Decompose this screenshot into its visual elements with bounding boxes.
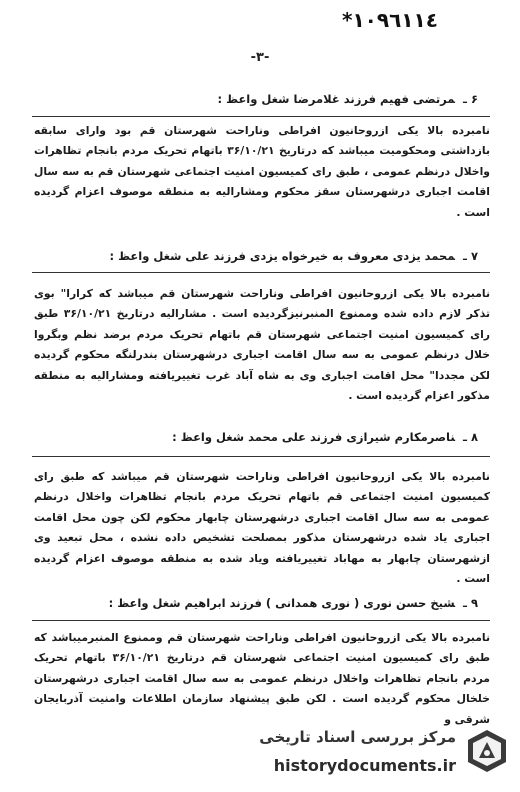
- item-body: نامبرده بالا یکی ازروحانیون افراطی وناراحت شهرستان قم بود وارای سابقه بازداشتی ومحکومیت میباشد که درتاریخ ۳۶/۱۰/۲۱ باتهام تحریک مردم بانجام تظاهرات واخلال درنظم عمومی ، طبق رای کمیسیون امنیت اجتماعی شهرستان قم به سه سال اقامت اجباری درشهرستان سقز محکوم ومشارالیه به منطقه موصوف اعزام گردیده است .: [34, 124, 490, 219]
- archive-url: historydocuments.ir: [273, 756, 456, 775]
- item-heading-text: مرتضی فهیم فرزند غلامرضا شغل واعظ :: [217, 92, 456, 106]
- item-heading-text: شیخ حسن نوری ( نوری همدانی ) فرزند ابراهیم شغل واعظ :: [108, 596, 456, 610]
- archive-title: مرکز بررسی اسناد تاریخی: [259, 728, 456, 746]
- item-body: نامبرده بالا یکی ازروحانیون افراطی وناراحت شهرستان قم میباشد که کرارا" بوی تذکر لازم داده شده وممنوع المنبرنیزگردیده است . مشارالیه درتاریخ ۳۶/۱۰/۲۱ طبق رای کمیسیون امنیت اجتماعی شهرستان قم باتهام تحریک مردم برضد نظم وبگروا خلال درنظم عمومی به سه سال اقامت اجباری درشهرستان بندرلنگه محکوم گردیده لکن مجددا" محل اقامت اجباری وی به شاه آباد غرب تغییریافته ومشارالیه به منطقه مذکور اعزام گردیده است .: [34, 287, 490, 403]
- item-heading: [172, 430, 478, 444]
- archive-watermark: [188, 722, 514, 788]
- item-heading: [109, 596, 478, 610]
- divider-line: [32, 456, 490, 457]
- item-body: نامبرده بالا یکی ازروحانیون افراطی وناراحت شهرستان قم وممنوع المنبرمیباشد که طبق رای کمیسیون امنیت اجتماعی شهرستان قم درتاریخ ۳۶/۱۰/۲۱ باتهام تحریک مردم بانجام تظاهرات واخلال درنظم عمومی به سه سال اقامت اجباری درشهرستان خلخال محکوم گردیده است . لکن طبق پیشنهاد سازمان اطلاعات وامنیت آذربایجان شرقی و: [34, 631, 490, 726]
- item-heading-text: محمد یزدی معروف به خیرخواه یزدی فرزند علی شغل واعظ :: [109, 249, 456, 263]
- item-number: ۷ ـ: [463, 249, 478, 263]
- item-heading: [218, 92, 478, 106]
- archive-logo-icon: [464, 728, 510, 774]
- page-number: -٣-: [250, 50, 270, 65]
- item-heading: [110, 249, 479, 263]
- item-body: نامبرده بالا یکی ازروحانیون افراطی وناراحت شهرستان قم میباشد که طبق رای کمیسیون امنیت اجتماعی قم باتهام تحریک مردم بانجام تظاهرات واخلال درنظم عمومی به سه سال اقامت اجباری درشهرستان چابهار محکوم لکن چون محل اقامت اجباری یاد شده درشهرستان مذکور بمصلحت تشخیص داده نشده ، محل تبعید وی ازشهرستان چابهار به مهاباد تغییریافته ویاد شده به منطقه موصوف اعزام گردیده است .: [34, 470, 490, 586]
- divider-line: [32, 620, 490, 621]
- divider-line: [32, 116, 490, 117]
- item-number: ۶ ـ: [463, 92, 478, 106]
- item-number: ۹ ـ: [463, 596, 478, 610]
- item-heading-text: ناصرمکارم شیرازی فرزند علی محمد شغل واعظ :: [172, 430, 456, 444]
- document-number: *١٠٩٦١١٤: [342, 8, 438, 32]
- divider-line: [32, 272, 490, 273]
- item-number: ۸ ـ: [463, 430, 478, 444]
